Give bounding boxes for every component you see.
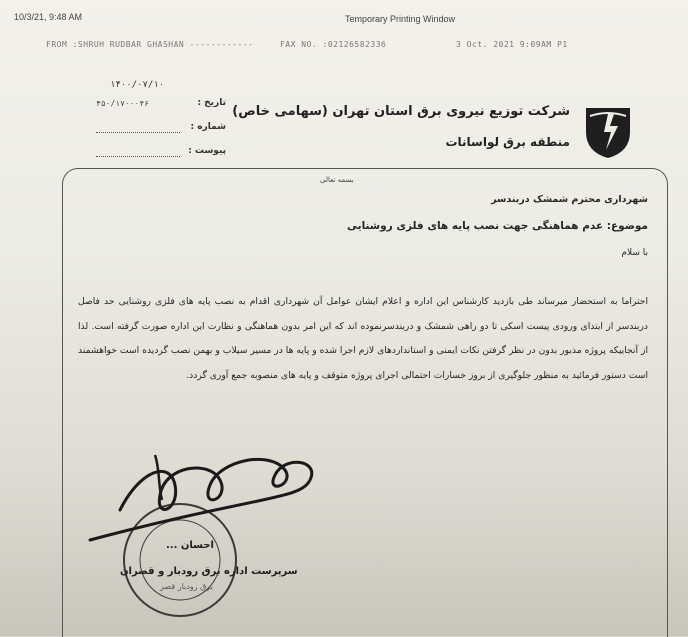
company-name: شرکت توزیع نیروی برق استان تهران (سهامی خاص) xyxy=(232,104,570,119)
date-label: تاریخ : xyxy=(197,98,226,108)
company-logo-icon xyxy=(580,102,636,160)
print-window-title: Temporary Printing Window xyxy=(345,14,456,24)
stamp-text: برق رودبار قصر xyxy=(160,582,213,591)
signer-title: سرپرست اداره برق رودبار و قصران xyxy=(120,566,298,577)
number-row xyxy=(96,122,226,136)
subject-line: موضوع: عدم هماهنگی جهت نصب پایه های فلزی روشنایی xyxy=(347,220,648,232)
date-value: ۴۵۰/۱۷۰۰۰۴۶ xyxy=(96,99,149,108)
attachment-dotted-line xyxy=(96,156,180,157)
fax-number: FAX NO. :02126582336 xyxy=(280,40,387,49)
attachment-row xyxy=(96,146,226,160)
stamp-circle xyxy=(124,504,236,616)
signer-name: احسان ... xyxy=(166,540,214,551)
print-datetime: 10/3/21, 9:48 AM xyxy=(14,12,83,22)
number-label: شماره : xyxy=(190,122,226,132)
attachment-label: پیوست : xyxy=(188,146,226,156)
fax-header-line xyxy=(0,38,688,52)
signature-stroke xyxy=(90,459,312,540)
date-row xyxy=(96,98,226,112)
signature-and-stamp xyxy=(60,440,370,630)
letter-body: احتراما به استحضار میرساند طی بازدید کارشناس این اداره و اعلام ایشان عوامل آن شهرداری اقدام به نصب پایه های فلزی روشنایی حد فاصل دربندسر از ابتدای ورودی پیست اسکی تا دو راهی شمشک و دربندسرنموده اند که این امر بدون هماهنگی و نظارت این اداره صورت گرفته است. لذا از آنجاییکه پروژه مذبور بدون در نظر گرفتن نکات ایمنی و استانداردهای لازم اجرا شده و پایه ها در مسیر سیلاب و بهمن نصب گردیده است خواهشمند است دستور فرمائید به منظور جلوگیری از بروز خسارات احتمالی اجرای پروژه متوقف و پایه های منصوبه جمع آوری گردد. xyxy=(78,296,648,381)
signature-accent xyxy=(155,455,162,500)
company-header xyxy=(232,104,570,149)
recipient: شهرداری محترم شمشک دربندسر xyxy=(491,194,648,205)
fax-date: 3 Oct. 2021 9:09AM P1 xyxy=(456,40,568,49)
company-region: منطقه برق لواسانات xyxy=(445,135,570,149)
fax-from: FROM :SHRUH RUDBAR GHASHAN ------------ xyxy=(46,40,254,49)
basmala: بسمه تعالی xyxy=(320,176,354,184)
print-header xyxy=(0,10,688,28)
greeting: با سلام xyxy=(621,248,648,258)
letter-top-date: ۱۴۰۰/۰۷/۱۰ xyxy=(110,80,165,90)
number-dotted-line xyxy=(96,132,180,133)
